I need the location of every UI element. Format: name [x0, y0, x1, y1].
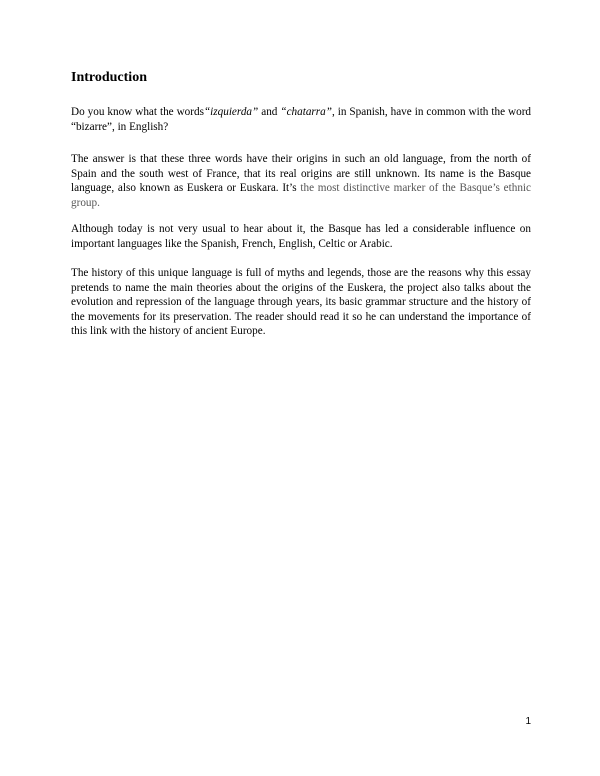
page-number: 1 [525, 716, 531, 727]
paragraph-text: The answer is that these three words have their origins in such an old language, from the north of Spain and the south west of France, that its real origins are still unknown. Its name is the Basque language, also known as Euskera or Euskara. It’s [71, 153, 531, 194]
paragraph-influence: Although today is not very usual to hear about it, the Basque has led a considerable influence on important languages like the Spanish, French, English, Celtic or Arabic. [71, 223, 531, 250]
section-heading: Introduction [71, 70, 147, 85]
word-izquierda: “izquierda” [203, 106, 259, 118]
paragraph-answer [71, 152, 531, 210]
paragraph-text-gray: the most distinctive marker of the Basque’s ethnic group. [71, 182, 531, 209]
paragraph-text: and [258, 106, 281, 118]
paragraph-text: Do you know what the words [71, 106, 204, 118]
paragraph-history: The history of this unique language is full of myths and legends, those are the reasons why this essay pretends to name the main theories about the origins of the Euskera, the project also talks about the evolution and repression of the language through years, its basic grammar structure and the history of the movements for its preservation. The reader should read it so he can understand the importance of this link with the history of ancient Europe. [71, 267, 531, 337]
paragraph-question [71, 105, 531, 134]
paragraph-text: , in Spanish, have in common with the word “bizarre”, in English? [71, 106, 532, 133]
word-chatarra: “chatarra” [280, 106, 332, 118]
